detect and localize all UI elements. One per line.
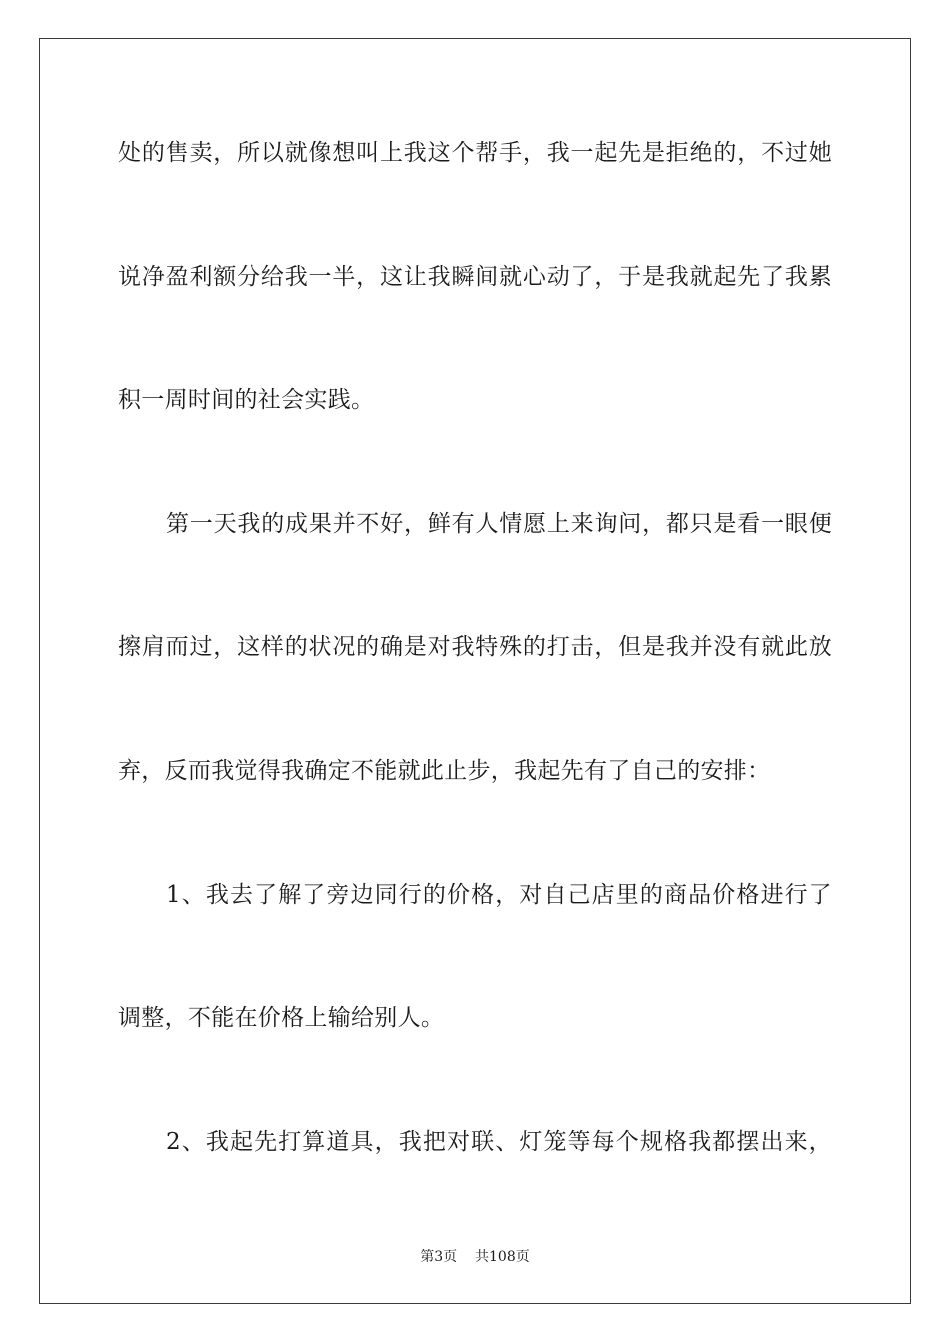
text-line: 弃，反而我觉得我确定不能就此止步，我起先有了自己的安排： (118, 757, 771, 784)
document-body (118, 125, 832, 1237)
page-footer (0, 1246, 950, 1266)
text-line: 1、我去了解了旁边同行的价格，对自己店里的商品价格进行了 (166, 881, 832, 908)
text-line: 处的售卖，所以就像想叫上我这个帮手，我一起先是拒绝的，不过她 (118, 140, 832, 166)
text-line: 擦肩而过，这样的状况的确是对我特殊的打击，但是我并没有就此放 (118, 634, 832, 661)
text-line: 2、我起先打算道具，我把对联、灯笼等每个规格我都摆出来， (166, 1128, 832, 1155)
text-line: 积一周时间的社会实践。 (118, 387, 375, 414)
text-line: 第一天我的成果并不好，鲜有人情愿上来询问，都只是看一眼便 (166, 510, 832, 537)
total-pages: 共108页 (475, 1249, 530, 1265)
text-line: 说净盈利额分给我一半，这让我瞬间就心动了，于是我就起先了我累 (118, 263, 832, 290)
text-line: 调整，不能在价格上输给别人。 (118, 1005, 445, 1032)
page-number: 第3页 (420, 1249, 458, 1265)
